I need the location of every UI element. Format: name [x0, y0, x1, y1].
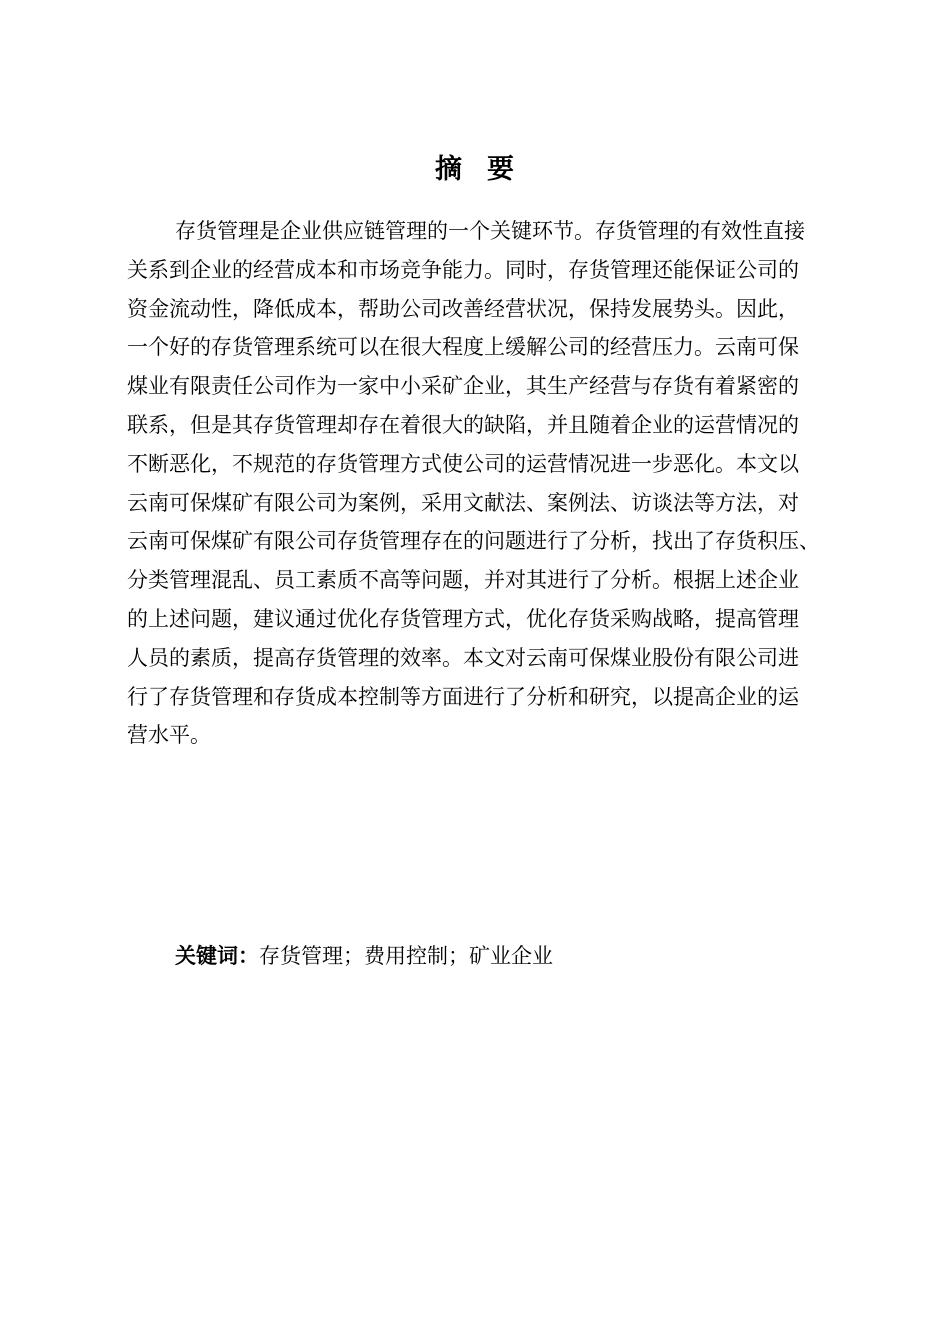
abstract-line: 不断恶化，不规范的存货管理方式使公司的运营情况进一步恶化。本文以 [127, 451, 799, 476]
abstract-line: 的上述问题，建议通过优化存货管理方式，优化存货采购战略，提高管理 [127, 606, 799, 631]
abstract-title-char-2: 要 [487, 154, 515, 185]
abstract-line: 营水平。 [127, 723, 211, 748]
abstract-line: 资金流动性，降低成本，帮助公司改善经营状况，保持发展势头。因此， [127, 296, 799, 321]
abstract-title [0, 150, 950, 190]
abstract-line: 分类管理混乱、员工素质不高等问题，并对其进行了分析。根据上述企业 [127, 568, 799, 593]
keywords-text: 存货管理；费用控制；矿业企业 [259, 944, 553, 968]
abstract-title-char-1: 摘 [435, 154, 463, 185]
abstract-line: 一个好的存货管理系统可以在很大程度上缓解公司的经营压力。云南可保 [127, 335, 799, 360]
abstract-line: 云南可保煤矿有限公司为案例，采用文献法、案例法、访谈法等方法，对 [127, 490, 799, 515]
abstract-line: 人员的素质，提高存货管理的效率。本文对云南可保煤业股份有限公司进 [127, 645, 799, 670]
abstract-paragraph [127, 212, 865, 755]
abstract-line: 存货管理是企业供应链管理的一个关键环节。存货管理的有效性直接 [175, 219, 805, 243]
abstract-line: 联系，但是其存货管理却存在着很大的缺陷，并且随着企业的运营情况的 [127, 412, 799, 437]
keywords-section [175, 937, 553, 975]
keywords-label: 关键词： [175, 944, 259, 968]
abstract-line: 关系到企业的经营成本和市场竞争能力。同时，存货管理还能保证公司的 [127, 257, 799, 282]
abstract-line: 云南可保煤矿有限公司存货管理存在的问题进行了分析，找出了存货积压、 [127, 529, 820, 554]
abstract-line: 煤业有限责任公司作为一家中小采矿企业，其生产经营与存货有着紧密的 [127, 374, 799, 399]
abstract-line: 行了存货管理和存货成本控制等方面进行了分析和研究，以提高企业的运 [127, 684, 799, 709]
